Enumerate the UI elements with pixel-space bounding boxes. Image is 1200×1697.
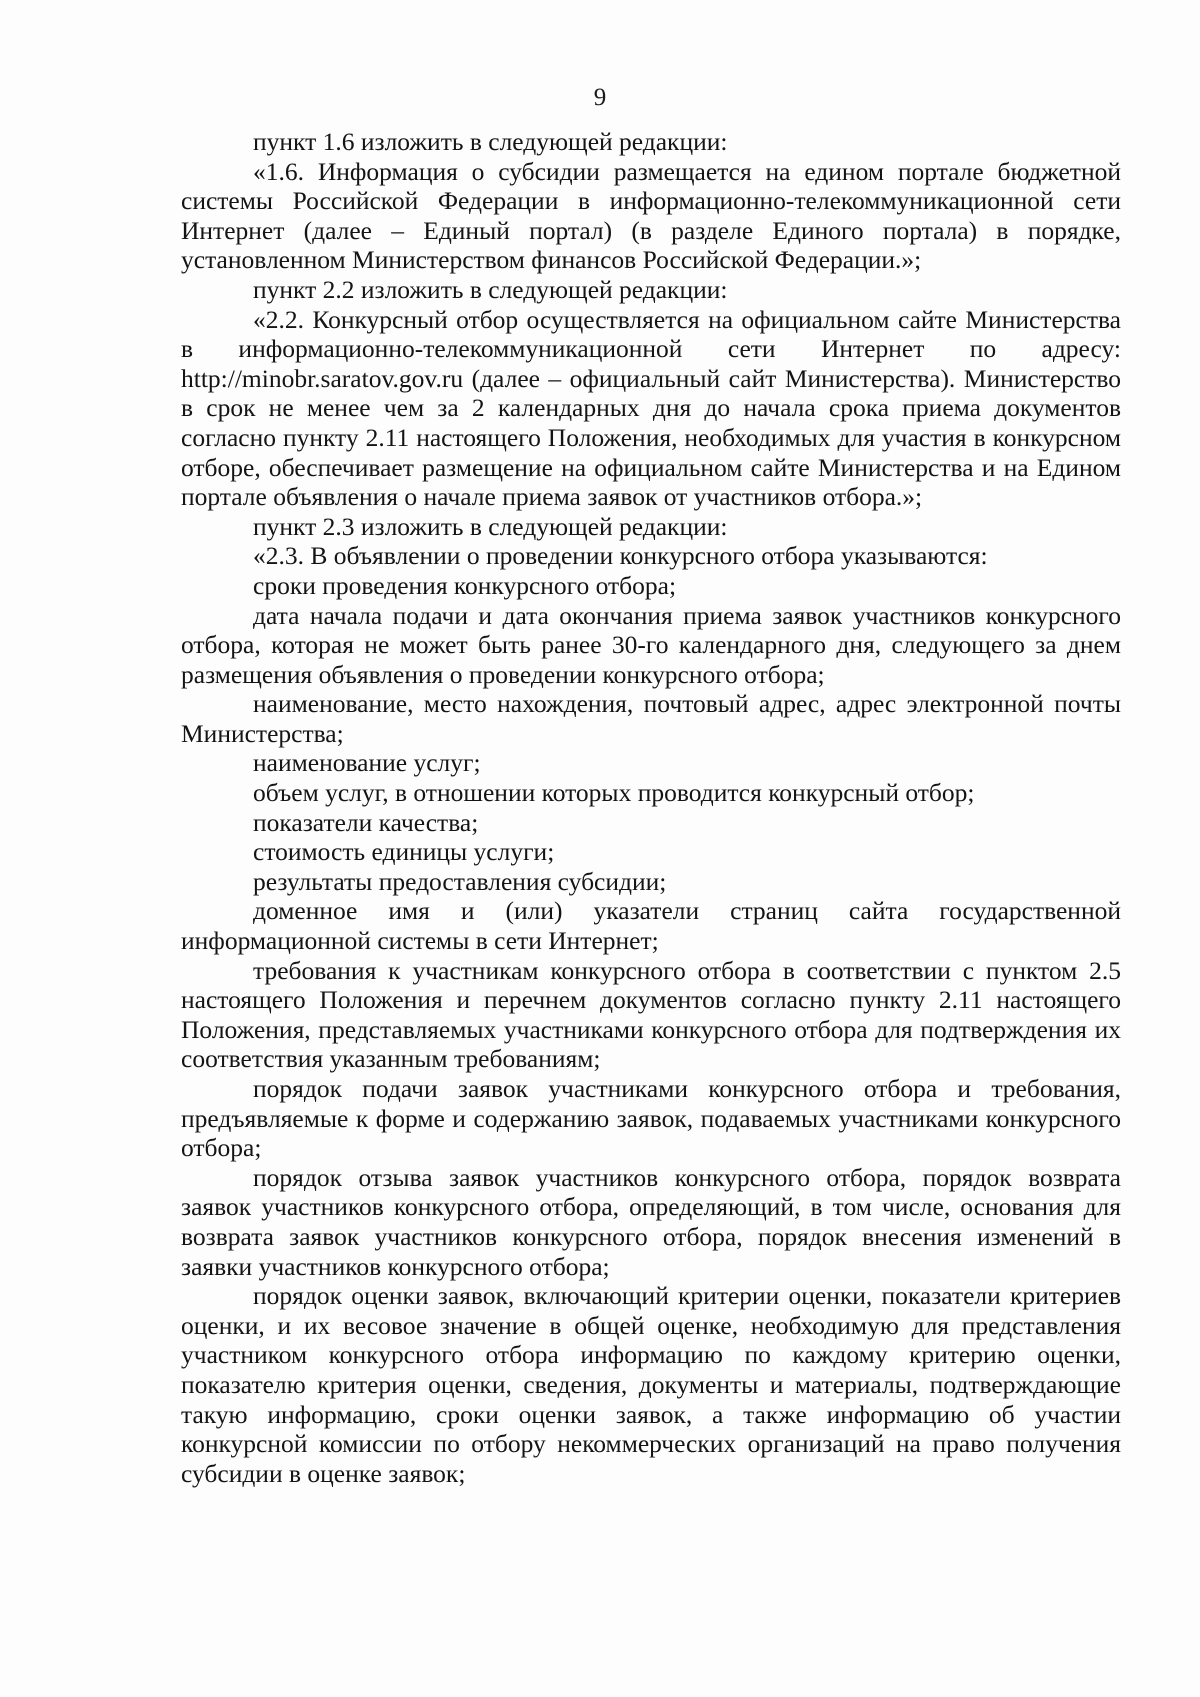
- paragraph: порядок подачи заявок участниками конкурсного отбора и требования, предъявляемые к форме и содержанию заявок, подаваемых участниками конкурсного отбора;: [181, 1074, 1121, 1163]
- paragraph: пункт 2.3 изложить в следующей редакции:: [253, 511, 728, 541]
- paragraph: стоимость единицы услуги;: [253, 837, 555, 867]
- paragraph: наименование, место нахождения, почтовый адрес, адрес электронной почты Министерства;: [181, 689, 1121, 748]
- paragraph: объем услуг, в отношении которых проводится конкурсный отбор;: [253, 778, 975, 808]
- paragraph: «2.2. Конкурсный отбор осуществляется на официальном сайте Министерства в информационно-телекоммуникационной сети Интернет по адресу: http://minobr.saratov.gov.ru (далее – официальный сайт Министерства). Министерство в срок не менее чем за 2 календарных дня до начала срока приема документов согласно пункту 2.11 настоящего Положения, необходимых для участия в конкурсном отборе, обеспечивает размещение на официальном сайте Министерства и на Едином портале объявления о начале приема заявок от участников отбора.»;: [181, 304, 1121, 512]
- paragraph: требования к участникам конкурсного отбора в соответствии с пунктом 2.5 настоящего Положения и перечнем документов согласно пункту 2.11 настоящего Положения, представляемых участниками конкурсного отбора для подтверждения их соответствия указанным требованиям;: [181, 955, 1121, 1074]
- paragraph: порядок отзыва заявок участников конкурсного отбора, порядок возврата заявок участников конкурсного отбора, определяющий, в том числе, основания для возврата заявок участников конкурсного отбора, порядок внесения изменений в заявки участников конкурсного отбора;: [181, 1162, 1121, 1281]
- paragraph: пункт 1.6 изложить в следующей редакции:: [253, 127, 728, 156]
- paragraph: результаты предоставления субсидии;: [253, 866, 667, 896]
- document-body: [181, 127, 1121, 1488]
- paragraph: наименование услуг;: [253, 748, 481, 778]
- paragraph: «2.3. В объявлении о проведении конкурсного отбора указываются:: [253, 541, 988, 571]
- paragraph: показатели качества;: [253, 807, 479, 837]
- paragraph: дата начала подачи и дата окончания приема заявок участников конкурсного отбора, которая не может быть ранее 30-го календарного дня, следующего за днем размещения объявления о проведении конкурсного отбора;: [181, 600, 1121, 689]
- paragraph: «1.6. Информация о субсидии размещается на едином портале бюджетной системы Российской Федерации в информационно-телекоммуникационной сети Интернет (далее – Единый портал) (в разделе Единого портала) в порядке, установленном Министерством финансов Российской Федерации.»;: [181, 156, 1121, 275]
- paragraph: доменное имя и (или) указатели страниц сайта государственной информационной системы в сети Интернет;: [181, 896, 1121, 956]
- paragraph: порядок оценки заявок, включающий критерии оценки, показатели критериев оценки, и их весовое значение в общей оценке, необходимую для представления участником конкурсного отбора информацию по каждому критерию оценки, показателю критерия оценки, сведения, документы и материалы, подтверждающие такую информацию, сроки оценки заявок, а также информацию об участии конкурсной комиссии по отбору некоммерческих организаций на право получения субсидии в оценке заявок;: [181, 1281, 1121, 1488]
- page-number: 9: [593, 84, 607, 111]
- paragraph: сроки проведения конкурсного отбора;: [253, 570, 677, 600]
- paragraph: пункт 2.2 изложить в следующей редакции:: [253, 274, 728, 304]
